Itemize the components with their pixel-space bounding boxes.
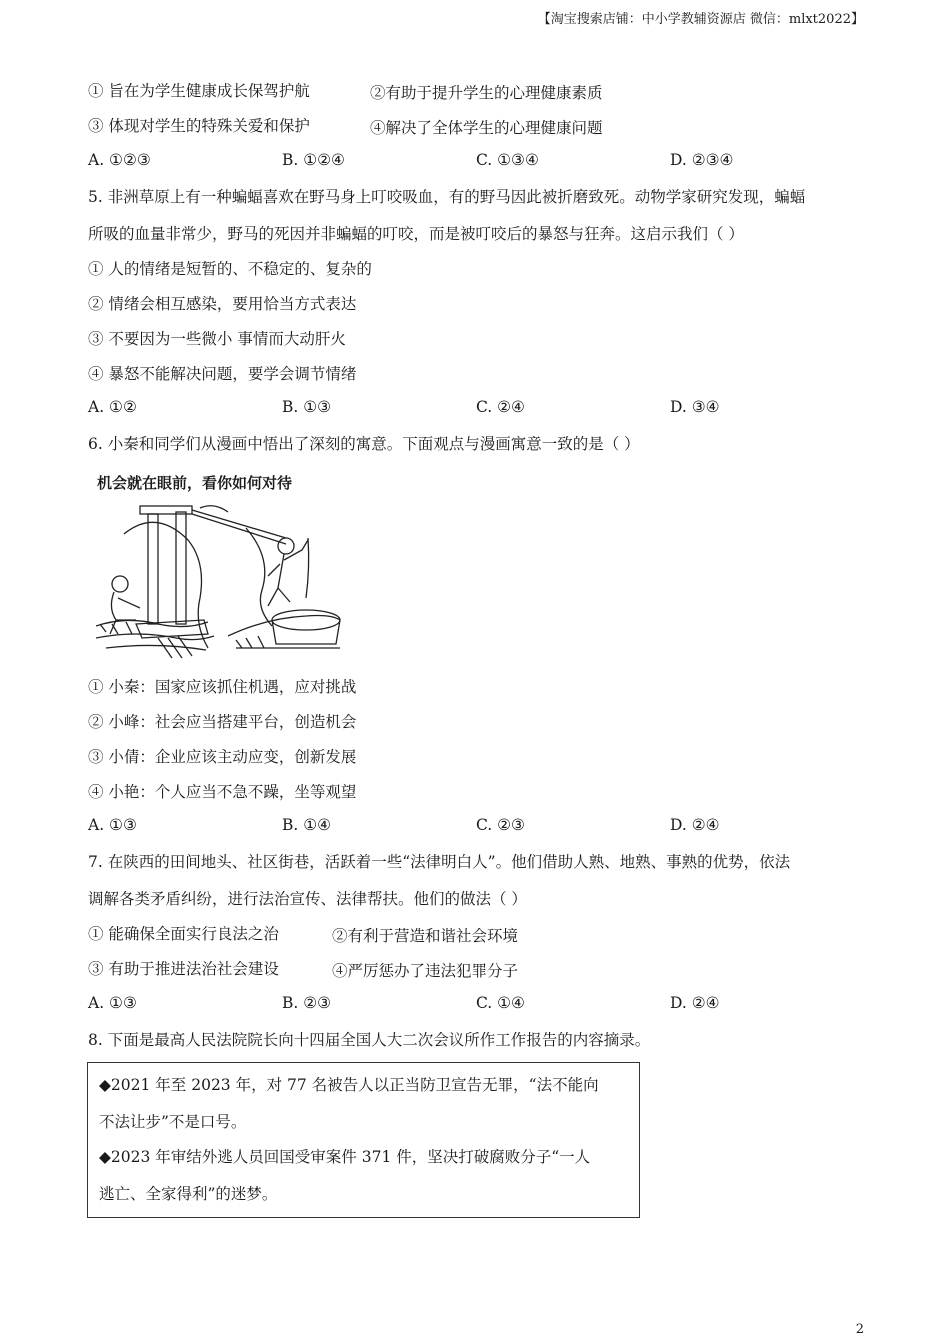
q5-statement-2: ② 情绪会相互感染，要用恰当方式表达: [88, 295, 357, 313]
q4-statement-3: ③ 体现对学生的特殊关爱和保护: [88, 117, 310, 135]
q6-statement-4: ④ 小艳：个人应当不急不躁，坐等观望: [88, 783, 357, 801]
page-header: 【淘宝搜索店铺：中小学教辅资源店 微信：mlxt2022】: [537, 12, 864, 27]
q4-option-a[interactable]: A. ①②③: [88, 151, 151, 169]
q6-statement-1: ① 小秦：国家应该抓住机遇，应对挑战: [88, 678, 357, 696]
q7-statement-3: ③ 有助于推进法治社会建设: [88, 960, 279, 978]
q5-option-b[interactable]: B. ①③: [282, 398, 332, 416]
q5-stem-line-2: 所吸的血量非常少，野马的死因并非蝙蝠的叮咬，而是被叮咬后的暴怒与狂奔。这启示我们（ ）: [88, 225, 744, 243]
q7-statement-1: ① 能确保全面实行良法之治: [88, 925, 279, 943]
q7-option-a[interactable]: A. ①③: [88, 994, 137, 1012]
q5-statement-4: ④ 暴怒不能解决问题，要学会调节情绪: [88, 365, 357, 383]
q7-option-b[interactable]: B. ②③: [282, 994, 332, 1012]
q5-statement-1: ① 人的情绪是短暂的、不稳定的、复杂的: [88, 260, 372, 278]
q6-statement-3: ③ 小倩：企业应该主动应变，创新发展: [88, 748, 357, 766]
q8-stem-line-1: 8. 下面是最高人民法院院长向十四届全国人大二次会议所作工作报告的内容摘录。: [88, 1031, 651, 1049]
q7-statement-2: ②有利于营造和谐社会环境: [332, 927, 519, 945]
q4-statement-1: ① 旨在为学生健康成长保驾护航: [88, 82, 310, 100]
q6-option-c[interactable]: C. ②③: [476, 816, 525, 834]
q5-option-d[interactable]: D. ③④: [670, 398, 720, 416]
q7-stem-line-2: 调解各类矛盾纠纷，进行法治宣传、法律帮扶。他们的做法（ ）: [88, 890, 527, 908]
q7-option-c[interactable]: C. ①④: [476, 994, 525, 1012]
page-number: 2: [855, 1322, 864, 1337]
q8-excerpt-line-2: 不法让步”不是口号。: [99, 1113, 247, 1131]
q5-option-c[interactable]: C. ②④: [476, 398, 525, 416]
q8-excerpt-line-3: ◆2023 年审结外逃人员回国受审案件 371 件，坚决打破腐败分子“一人: [99, 1148, 591, 1166]
q7-option-d[interactable]: D. ②④: [670, 994, 720, 1012]
q4-option-b[interactable]: B. ①②④: [282, 151, 345, 169]
q6-option-d[interactable]: D. ②④: [670, 816, 720, 834]
q5-option-a[interactable]: A. ①②: [88, 398, 137, 416]
q8-excerpt-line-4: 逃亡、全家得利”的迷梦。: [99, 1185, 278, 1203]
q4-statement-2: ②有助于提升学生的心理健康素质: [370, 84, 603, 102]
q6-statement-2: ② 小峰：社会应当搭建平台，创造机会: [88, 713, 357, 731]
q6-option-a[interactable]: A. ①③: [88, 816, 137, 834]
q4-option-c[interactable]: C. ①③④: [476, 151, 539, 169]
q5-stem-line-1: 5. 非洲草原上有一种蝙蝠喜欢在野马身上叮咬吸血，有的野马因此被折磨致死。动物学家研究发现，蝙蝠: [88, 188, 806, 206]
comic-title: 机会就在眼前，看你如何对待: [97, 474, 293, 492]
q5-statement-3: ③ 不要因为一些微小 事情而大动肝火: [88, 330, 346, 348]
q7-statement-4: ④严厉惩办了违法犯罪分子: [332, 962, 519, 980]
q6-stem-line-1: 6. 小秦和同学们从漫画中悟出了深刻的寓意。下面观点与漫画寓意一致的是（ ）: [88, 435, 640, 453]
q8-excerpt-line-1: ◆2021 年至 2023 年，对 77 名被告人以正当防卫宣告无罪，“法不能向: [99, 1076, 599, 1094]
q4-option-d[interactable]: D. ②③④: [670, 151, 734, 169]
q7-stem-line-1: 7. 在陕西的田间地头、社区街巷，活跃着一些“法律明白人”。他们借助人熟、地熟、事熟的优势，依法: [88, 853, 791, 871]
q4-statement-4: ④解决了全体学生的心理健康问题: [370, 119, 603, 137]
comic-illustration: [96, 498, 342, 660]
q6-option-b[interactable]: B. ①④: [282, 816, 332, 834]
